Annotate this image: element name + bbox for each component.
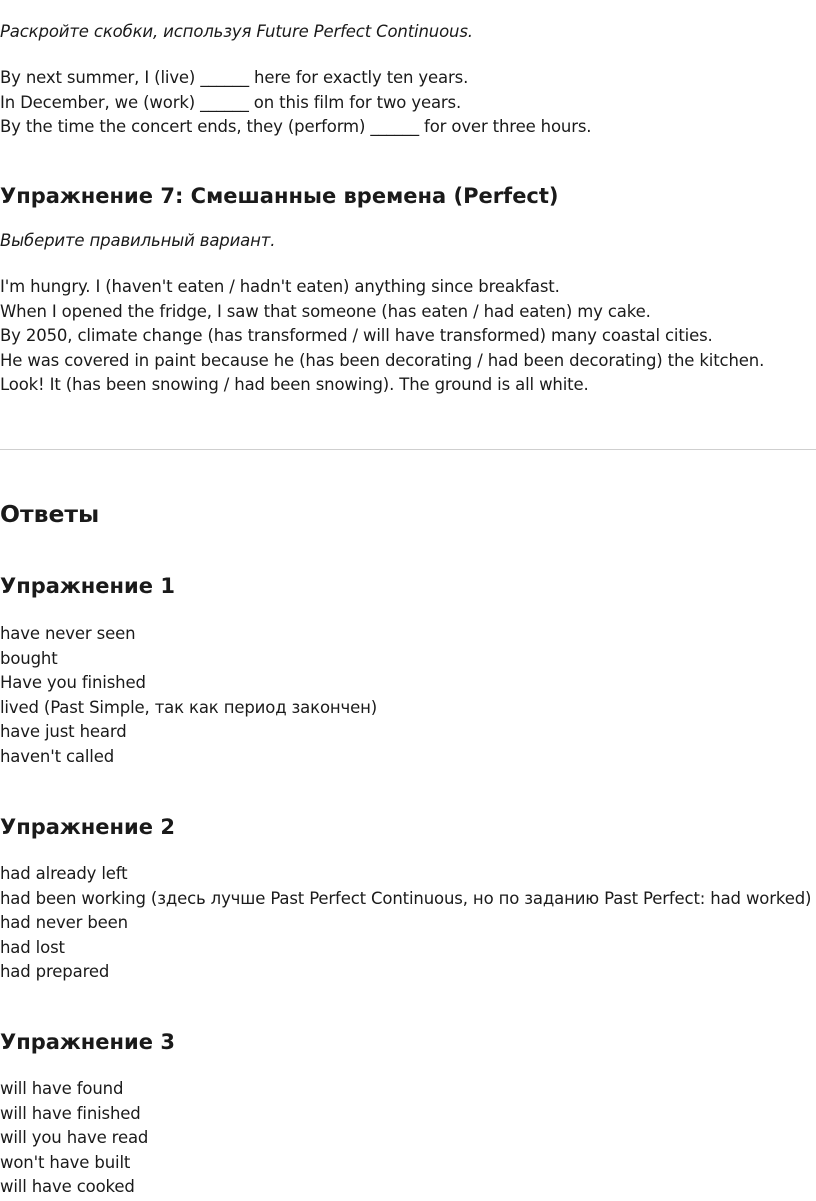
exercise7-sentence: Look! It (has been snowing / had been snowing). The ground is all white. — [0, 375, 589, 395]
exercise6-sentence: By the time the concert ends, they (perform) ______ for over three hours. — [0, 117, 592, 137]
answer-item: will you have read — [0, 1128, 149, 1148]
answer-item: Have you finished — [0, 673, 146, 693]
answer-item: bought — [0, 648, 58, 668]
exercise6-instruction: Раскройте скобки, используя Future Perfect Continuous. — [0, 22, 473, 41]
answer-item: won't have built — [0, 1152, 131, 1172]
answers-title: Ответы — [0, 500, 100, 528]
answer-item: haven't called — [0, 746, 115, 766]
exercise7-sentence: He was covered in paint because he (has been decorating / had been decorating) the kitchen. — [0, 350, 765, 370]
answer-item: had prepared — [0, 962, 110, 982]
section-divider — [0, 449, 816, 450]
answers-ex1-title: Упражнение 1 — [0, 574, 175, 598]
answer-item: have never seen — [0, 624, 136, 643]
answer-item: will have found — [0, 1079, 124, 1098]
answer-item: had never been — [0, 913, 128, 933]
exercise7-sentences — [0, 275, 764, 398]
exercise7-sentence: By 2050, climate change (has transformed / will have transformed) many coastal cities. — [0, 326, 713, 346]
exercise7-instruction: Выберите правильный вариант. — [0, 231, 276, 250]
answers-ex3-list — [0, 1077, 148, 1200]
answers-ex2-title: Упражнение 2 — [0, 815, 175, 839]
exercise6-sentences — [0, 66, 591, 140]
exercise7-sentence: When I opened the fridge, I saw that someone (has eaten / had eaten) my cake. — [0, 301, 651, 321]
answer-item: had already left — [0, 864, 128, 883]
exercise7-sentence: I'm hungry. I (haven't eaten / hadn't eaten) anything since breakfast. — [0, 277, 560, 296]
exercise6-sentence: By next summer, I (live) ______ here for exactly ten years. — [0, 68, 469, 87]
answer-item: will have cooked — [0, 1177, 135, 1197]
answers-ex2-list — [0, 862, 811, 985]
answers-ex1-list — [0, 622, 377, 770]
answer-item: lived (Past Simple, так как период закончен) — [0, 697, 378, 717]
answer-item: have just heard — [0, 722, 127, 742]
answers-ex3-title: Упражнение 3 — [0, 1030, 175, 1054]
exercise6-sentence: In December, we (work) ______ on this film for two years. — [0, 92, 462, 112]
answer-item: will have finished — [0, 1103, 141, 1123]
answer-item: had been working (здесь лучше Past Perfect Continuous, но по заданию Past Perfect: had worked) — [0, 888, 812, 908]
exercise7-title: Упражнение 7: Смешанные времена (Perfect) — [0, 184, 559, 208]
answer-item: had lost — [0, 937, 65, 957]
